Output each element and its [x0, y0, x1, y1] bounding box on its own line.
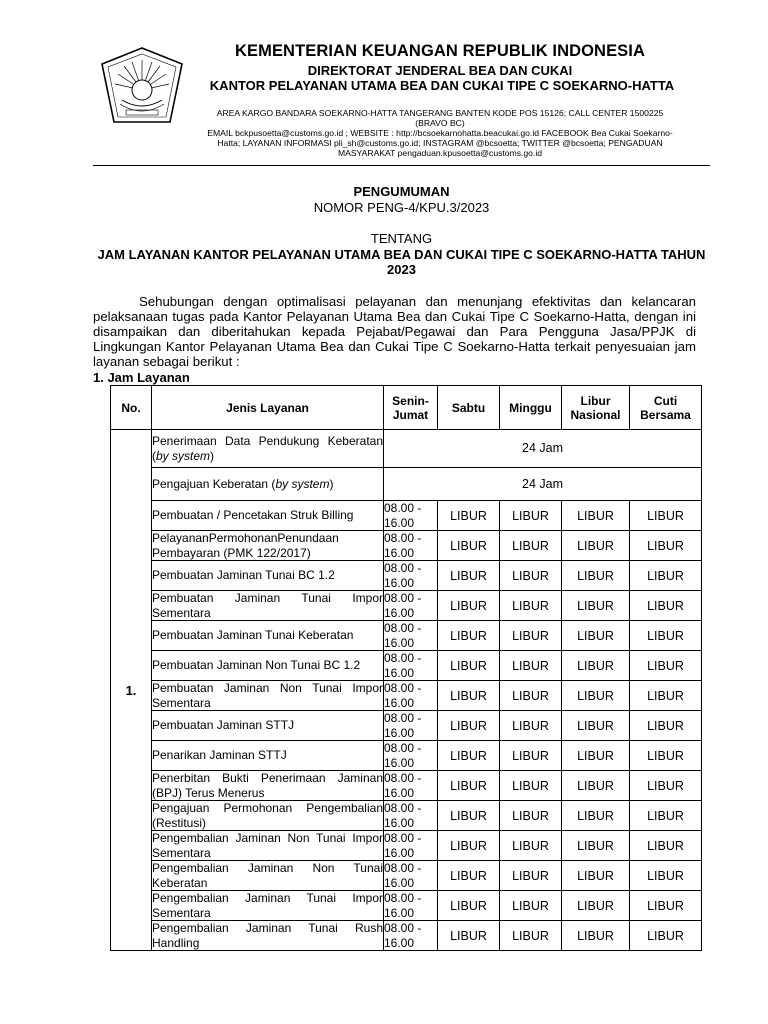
table-row: [111, 681, 702, 711]
table-row: [111, 531, 702, 561]
cuti-bersama-cell: LIBUR: [630, 531, 702, 561]
service-name-text: Pengembalian Jaminan Non Tunai Impor Sementara: [152, 831, 383, 860]
senin-jumat-cell: 08.00 - 16.00: [384, 891, 438, 921]
cuti-bersama-cell: LIBUR: [630, 771, 702, 801]
service-name-text: Pembuatan Jaminan STTJ: [152, 718, 295, 733]
minggu-cell: LIBUR: [500, 741, 562, 771]
service-name-cell: [152, 591, 384, 621]
sabtu-cell: LIBUR: [438, 621, 500, 651]
header-senin-jumat: Senin-Jumat: [384, 386, 438, 430]
row-group-number: 1.: [111, 430, 152, 951]
service-name-text: Pembuatan Jaminan Tunai BC 1.2: [152, 568, 335, 583]
service-hours-cell: 24 Jam: [384, 430, 702, 468]
minggu-cell: LIBUR: [500, 651, 562, 681]
service-name-text: PelayananPermohonanPenundaan Pembayaran (PMK 122/2017): [152, 531, 339, 560]
minggu-cell: LIBUR: [500, 771, 562, 801]
minggu-cell: LIBUR: [500, 591, 562, 621]
service-name-text: Penerbitan Bukti Penerimaan Jaminan (BPJ) Terus Menerus: [152, 771, 383, 800]
minggu-cell: LIBUR: [500, 621, 562, 651]
sabtu-cell: LIBUR: [438, 561, 500, 591]
sabtu-cell: LIBUR: [438, 591, 500, 621]
office-contacts: EMAIL bckpusoetta@customs.go.id ; WEBSITE : http://bcsoekarnohatta.beacukai.go.id FACEBOOK Bea Cukai Soekarno-Hatta; LAYANAN INFORMASI pli_sh@customs.go.id; INSTAGRAM @bcsoetta; TWITTER @bcsoetta; PENGADUAN MASYARAKAT pengaduan.kpusoetta@customs.go.id: [207, 128, 673, 159]
sabtu-cell: LIBUR: [438, 861, 500, 891]
cuti-bersama-cell: LIBUR: [630, 681, 702, 711]
minggu-cell: LIBUR: [500, 711, 562, 741]
ministry-name: KEMENTERIAN KEUANGAN REPUBLIK INDONESIA: [234, 42, 645, 60]
service-name-text: Pengembalian Jaminan Tunai Rush Handling: [152, 921, 383, 950]
table-row: [111, 468, 702, 501]
cuti-bersama-cell: LIBUR: [630, 921, 702, 951]
table-row: [111, 801, 702, 831]
minggu-cell: LIBUR: [500, 861, 562, 891]
senin-jumat-cell: 08.00 - 16.00: [384, 831, 438, 861]
libur-nasional-cell: LIBUR: [562, 831, 630, 861]
service-hours-table: [110, 385, 702, 951]
header-libur-nasional: Libur Nasional: [562, 386, 630, 430]
table-row: [111, 741, 702, 771]
sabtu-cell: LIBUR: [438, 831, 500, 861]
header-no: No.: [111, 386, 152, 430]
directorate-name: DIREKTORAT JENDERAL BEA DAN CUKAI: [307, 63, 573, 78]
service-name-suffix: ): [329, 476, 334, 491]
service-name-cell: [152, 831, 384, 861]
header-cuti-bersama: Cuti Bersama: [630, 386, 702, 430]
sabtu-cell: LIBUR: [438, 921, 500, 951]
office-address: AREA KARGO BANDARA SOEKARNO-HATTA TANGERANG BANTEN KODE POS 15126; CALL CENTER 1500225 (BRAVO BC): [216, 108, 664, 129]
service-name-cell: [152, 921, 384, 951]
service-name-cell: [152, 561, 384, 591]
sabtu-cell: LIBUR: [438, 801, 500, 831]
cuti-bersama-cell: LIBUR: [630, 591, 702, 621]
service-name-cell: [152, 468, 384, 501]
senin-jumat-cell: 08.00 - 16.00: [384, 711, 438, 741]
senin-jumat-cell: 08.00 - 16.00: [384, 771, 438, 801]
section-heading: 1. Jam Layanan: [93, 370, 190, 385]
sabtu-cell: LIBUR: [438, 651, 500, 681]
service-name-text: Penerimaan Data Pendukung Keberatan (: [152, 434, 383, 463]
senin-jumat-cell: 08.00 - 16.00: [384, 861, 438, 891]
cuti-bersama-cell: LIBUR: [630, 741, 702, 771]
cuti-bersama-cell: LIBUR: [630, 621, 702, 651]
minggu-cell: LIBUR: [500, 801, 562, 831]
libur-nasional-cell: LIBUR: [562, 711, 630, 741]
table-row: [111, 831, 702, 861]
header-jenis-layanan: Jenis Layanan: [152, 386, 384, 430]
service-name-cell: [152, 531, 384, 561]
libur-nasional-cell: LIBUR: [562, 891, 630, 921]
office-name: KANTOR PELAYANAN UTAMA BEA DAN CUKAI TIPE C SOEKARNO-HATTA: [209, 78, 675, 93]
sabtu-cell: LIBUR: [438, 771, 500, 801]
minggu-cell: LIBUR: [500, 831, 562, 861]
libur-nasional-cell: LIBUR: [562, 681, 630, 711]
senin-jumat-cell: 08.00 - 16.00: [384, 741, 438, 771]
senin-jumat-cell: 08.00 - 16.00: [384, 801, 438, 831]
senin-jumat-cell: 08.00 - 16.00: [384, 561, 438, 591]
service-name-cell: [152, 891, 384, 921]
announcement-about: TENTANG: [370, 231, 433, 246]
libur-nasional-cell: LIBUR: [562, 771, 630, 801]
minggu-cell: LIBUR: [500, 891, 562, 921]
libur-nasional-cell: LIBUR: [562, 591, 630, 621]
service-name-text: Pembuatan Jaminan Tunai Keberatan: [152, 628, 354, 643]
minggu-cell: LIBUR: [500, 681, 562, 711]
service-name-cell: [152, 771, 384, 801]
table-row: [111, 771, 702, 801]
sabtu-cell: LIBUR: [438, 531, 500, 561]
senin-jumat-cell: 08.00 - 16.00: [384, 501, 438, 531]
cuti-bersama-cell: LIBUR: [630, 711, 702, 741]
cuti-bersama-cell: LIBUR: [630, 861, 702, 891]
table-row: [111, 861, 702, 891]
libur-nasional-cell: LIBUR: [562, 531, 630, 561]
header-minggu: Minggu: [500, 386, 562, 430]
table-row: [111, 591, 702, 621]
announcement-number: NOMOR PENG-4/KPU.3/2023: [313, 200, 490, 215]
minggu-cell: LIBUR: [500, 921, 562, 951]
senin-jumat-cell: 08.00 - 16.00: [384, 651, 438, 681]
service-name-text: Pembuatan Jaminan Non Tunai BC 1.2: [152, 658, 361, 673]
minggu-cell: LIBUR: [500, 561, 562, 591]
letterhead-divider: [93, 165, 710, 166]
table-header-row: [111, 386, 702, 430]
table-row: [111, 921, 702, 951]
senin-jumat-cell: 08.00 - 16.00: [384, 921, 438, 951]
minggu-cell: LIBUR: [500, 501, 562, 531]
libur-nasional-cell: LIBUR: [562, 651, 630, 681]
service-name-suffix: ): [210, 448, 215, 463]
libur-nasional-cell: LIBUR: [562, 501, 630, 531]
sabtu-cell: LIBUR: [438, 501, 500, 531]
service-name-emphasis: by system: [156, 448, 211, 463]
service-hours-cell: 24 Jam: [384, 468, 702, 501]
announcement-heading: PENGUMUMAN: [353, 184, 450, 199]
sabtu-cell: LIBUR: [438, 711, 500, 741]
service-name-cell: [152, 711, 384, 741]
service-name-text: Pengembalian Jaminan Tunai Impor Sementara: [152, 891, 383, 920]
senin-jumat-cell: 08.00 - 16.00: [384, 621, 438, 651]
body-paragraph: Sehubungan dengan optimalisasi pelayanan dan menunjang efektivitas dan kelancaran pelaksanaan tugas pada Kantor Pelayanan Utama Bea dan Cukai Tipe C Soekarno-Hatta, dengan ini disampaikan dan diberitahukan kepada Pejabat/Pegawai dan Para Pengguna Jasa/PPJK di Lingkungan Kantor Pelayanan Utama Bea dan Cukai Tipe C Soekarno-Hatta terkait penyesuaian jam layanan sebagai berikut :: [93, 294, 696, 369]
service-name-text: Pembuatan Jaminan Non Tunai Impor Sementara: [152, 681, 383, 710]
announcement-subject: JAM LAYANAN KANTOR PELAYANAN UTAMA BEA DAN CUKAI TIPE C SOEKARNO-HATTA TAHUN 2023: [97, 247, 706, 277]
senin-jumat-cell: 08.00 - 16.00: [384, 591, 438, 621]
libur-nasional-cell: LIBUR: [562, 621, 630, 651]
service-name-text: Pengembalian Jaminan Non Tunai Keberatan: [152, 861, 383, 890]
cuti-bersama-cell: LIBUR: [630, 501, 702, 531]
senin-jumat-cell: 08.00 - 16.00: [384, 681, 438, 711]
service-name-text: Pembuatan Jaminan Tunai Impor Sementara: [152, 591, 383, 620]
ministry-of-finance-emblem-icon: [96, 44, 188, 128]
libur-nasional-cell: LIBUR: [562, 741, 630, 771]
service-name-cell: [152, 501, 384, 531]
cuti-bersama-cell: LIBUR: [630, 831, 702, 861]
service-name-cell: [152, 651, 384, 681]
service-name-cell: [152, 801, 384, 831]
service-name-cell: [152, 430, 384, 468]
service-name-emphasis: by system: [275, 476, 330, 491]
table-row: [111, 501, 702, 531]
libur-nasional-cell: LIBUR: [562, 801, 630, 831]
cuti-bersama-cell: LIBUR: [630, 891, 702, 921]
service-name-cell: [152, 741, 384, 771]
service-name-cell: [152, 621, 384, 651]
senin-jumat-cell: 08.00 - 16.00: [384, 531, 438, 561]
service-name-cell: [152, 861, 384, 891]
service-name-text: Penarikan Jaminan STTJ: [152, 748, 287, 763]
table-row: [111, 561, 702, 591]
sabtu-cell: LIBUR: [438, 891, 500, 921]
sabtu-cell: LIBUR: [438, 741, 500, 771]
libur-nasional-cell: LIBUR: [562, 921, 630, 951]
table-row: [111, 621, 702, 651]
libur-nasional-cell: LIBUR: [562, 561, 630, 591]
libur-nasional-cell: LIBUR: [562, 861, 630, 891]
service-name-text: Pengajuan Permohonan Pengembalian (Restitusi): [152, 801, 383, 830]
table-row: [111, 711, 702, 741]
service-name-text: Pembuatan / Pencetakan Struk Billing: [152, 508, 354, 523]
service-name-cell: [152, 681, 384, 711]
table-row: [111, 651, 702, 681]
header-sabtu: Sabtu: [438, 386, 500, 430]
table-row: [111, 891, 702, 921]
service-name-text: Pengajuan Keberatan (: [152, 476, 276, 491]
cuti-bersama-cell: LIBUR: [630, 651, 702, 681]
minggu-cell: LIBUR: [500, 531, 562, 561]
cuti-bersama-cell: LIBUR: [630, 801, 702, 831]
cuti-bersama-cell: LIBUR: [630, 561, 702, 591]
sabtu-cell: LIBUR: [438, 681, 500, 711]
table-row: [111, 430, 702, 468]
